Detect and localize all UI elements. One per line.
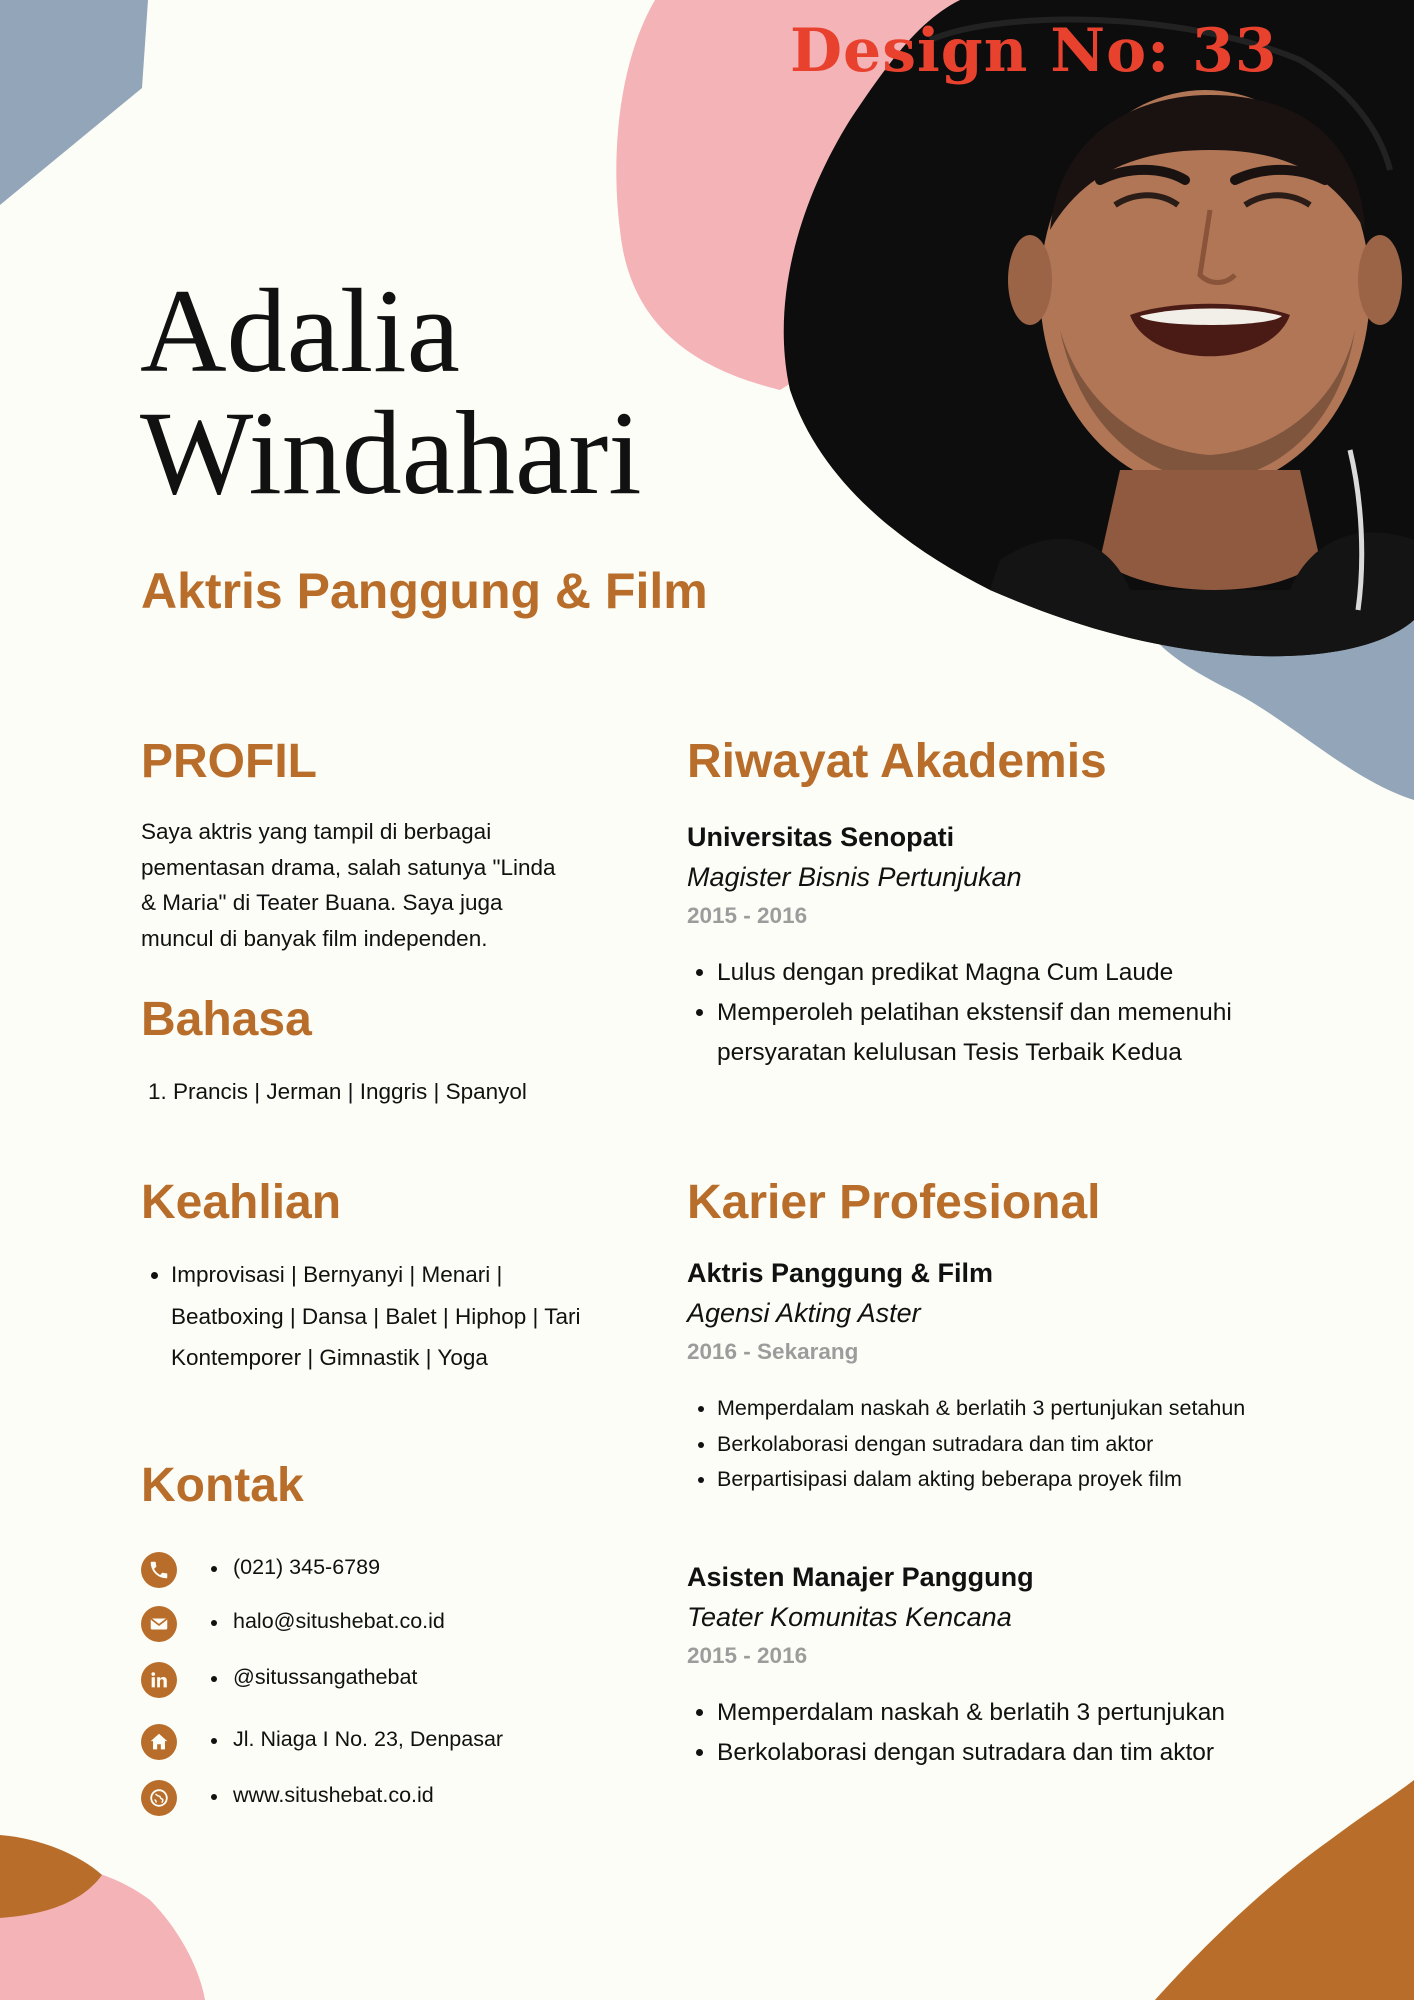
entry-date: 2015 - 2016: [687, 903, 808, 928]
entry-title: Aktris Panggung & Film: [687, 1258, 994, 1288]
contact-website: [141, 1780, 561, 1820]
home-icon: [141, 1724, 177, 1760]
entry-point: • Memperdalam naskah & berlatih 3 pertunjukan setahun: [717, 1391, 1327, 1427]
profile-heading: PROFIL: [141, 735, 317, 788]
contact-text: www.situshebat.co.id: [233, 1783, 434, 1807]
contact-email: [141, 1606, 561, 1646]
entry-date: 2015 - 2016: [687, 1643, 808, 1668]
contact-text: Jl. Niaga I No. 23, Denpasar: [233, 1727, 504, 1751]
globe-icon: [141, 1780, 177, 1816]
languages-heading: Bahasa: [141, 993, 312, 1046]
profile-text: Saya aktris yang tampil di berbagai pementasan drama, salah satunya "Linda & Maria" di Teater Buana. Saya juga muncul di banyak film independen.: [141, 819, 556, 951]
career-heading: Karier Profesional: [687, 1176, 1101, 1229]
contact-text: @situssangathebat: [233, 1665, 418, 1689]
entry-point: • Berpartisipasi dalam akting beberapa proyek film: [717, 1462, 1327, 1498]
entry-points: [687, 1391, 1327, 1498]
last-name: Windahari: [140, 386, 642, 519]
person-name: [140, 264, 760, 519]
mail-icon: [141, 1606, 177, 1642]
phone-icon: [141, 1552, 177, 1588]
career-entry: [687, 1258, 1327, 1498]
entry-title: Asisten Manajer Panggung: [687, 1562, 1034, 1592]
entry-title: Universitas Senopati: [687, 822, 955, 852]
contact-text: halo@situshebat.co.id: [233, 1609, 445, 1633]
skills-list: [141, 1254, 601, 1379]
entry-point: • Memperoleh pelatihan ekstensif dan memenuhi persyaratan kelulusan Tesis Terbaik Kedua: [717, 993, 1287, 1073]
skill-item: • Improvisasi | Bernyanyi | Menari | Beatboxing | Dansa | Balet | Hiphop | Tari Kontemporer | Gimnastik | Yoga: [171, 1254, 601, 1379]
design-number-label: Design No: 33: [790, 16, 1278, 86]
entry-point: • Berkolaborasi dengan sutradara dan tim aktor: [717, 1733, 1327, 1773]
career-entry: [687, 1562, 1327, 1773]
language-item: 1. Prancis | Jerman | Inggris | Spanyol: [173, 1075, 613, 1109]
entry-organization: Agensi Akting Aster: [687, 1298, 921, 1328]
education-heading: Riwayat Akademis: [687, 735, 1107, 788]
linkedin-icon: [141, 1662, 177, 1698]
contact-text: (021) 345-6789: [233, 1555, 381, 1579]
languages-list: [141, 1075, 613, 1109]
entry-points: [687, 1693, 1327, 1773]
contact-address: [141, 1724, 561, 1764]
job-title: Aktris Panggung & Film: [141, 563, 708, 619]
entry-point: • Berkolaborasi dengan sutradara dan tim aktor: [717, 1427, 1327, 1463]
contact-linkedin: [141, 1662, 561, 1702]
contact-phone: [141, 1552, 561, 1592]
first-name: Adalia: [140, 264, 460, 397]
entry-point: • Lulus dengan predikat Magna Cum Laude: [717, 953, 1287, 993]
entry-organization: Magister Bisnis Pertunjukan: [687, 862, 1022, 892]
skills-heading: Keahlian: [141, 1176, 342, 1229]
entry-organization: Teater Komunitas Kencana: [687, 1602, 1012, 1632]
entry-date: 2016 - Sekarang: [687, 1339, 859, 1364]
contact-heading: Kontak: [141, 1459, 304, 1512]
entry-point: • Memperdalam naskah & berlatih 3 pertunjukan: [717, 1693, 1327, 1733]
education-entry: [687, 822, 1287, 1073]
entry-points: [687, 953, 1287, 1073]
